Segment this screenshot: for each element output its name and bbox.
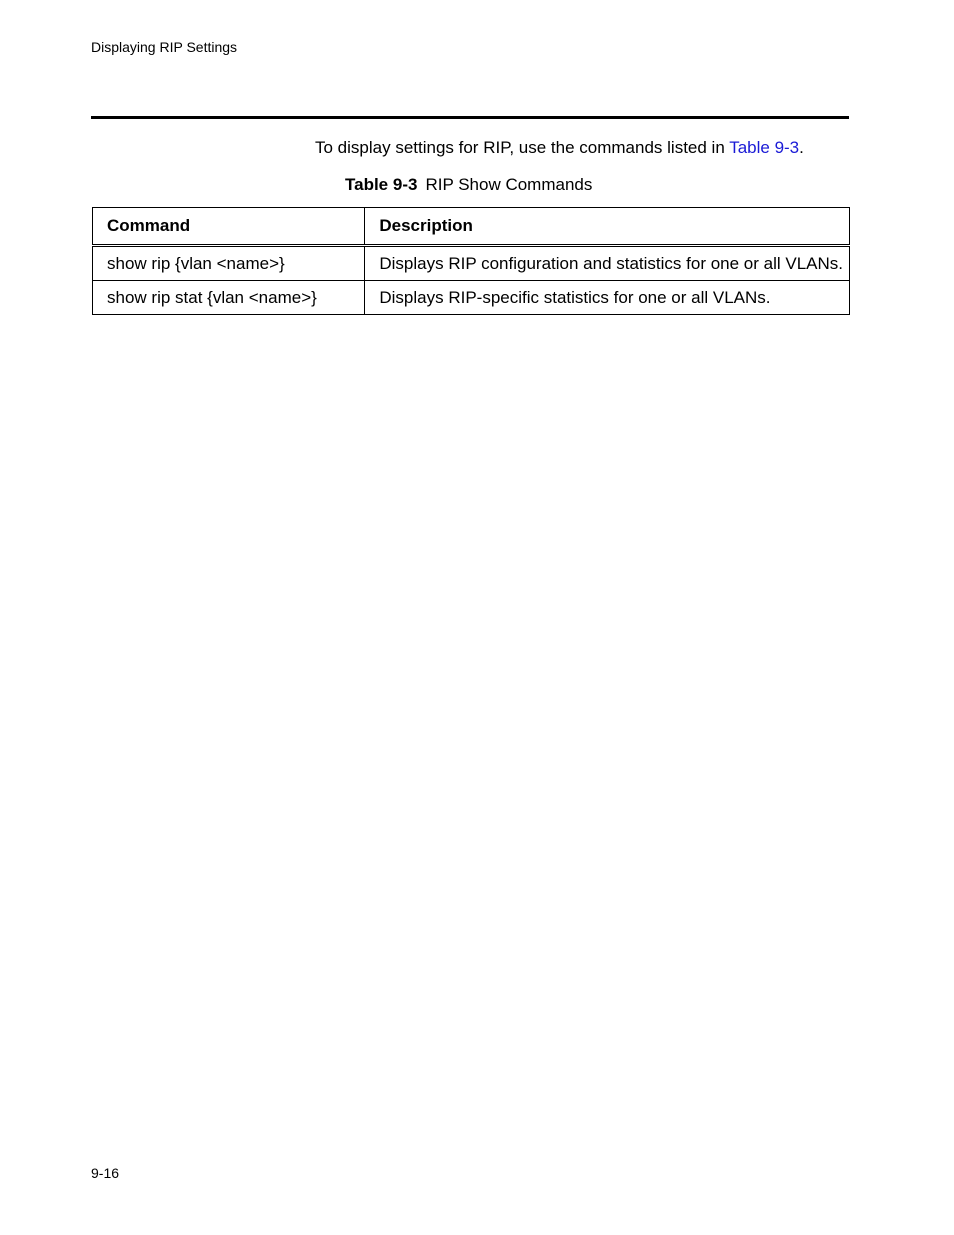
command-cell: show rip stat {vlan <name>}: [93, 281, 365, 315]
section-rule: [91, 116, 849, 119]
description-cell: Displays RIP-specific statistics for one or all VLANs.: [365, 281, 850, 315]
table-reference-link[interactable]: Table 9-3: [729, 138, 800, 157]
table-caption-title: RIP Show Commands: [425, 175, 593, 194]
header-command: Command: [93, 208, 365, 246]
table-header-row: [93, 208, 850, 246]
intro-period: .: [799, 138, 804, 157]
table-caption-number: Table 9-3: [345, 175, 418, 194]
table-row: [93, 281, 850, 315]
table-caption: [345, 174, 592, 196]
description-cell: Displays RIP configuration and statistics for one or all VLANs.: [365, 246, 850, 281]
intro-text: To display settings for RIP, use the commands listed in: [315, 138, 730, 157]
running-header: Displaying RIP Settings: [91, 39, 238, 55]
page-number: 9-16: [91, 1165, 120, 1181]
rip-show-commands-table: [92, 207, 850, 315]
command-cell: show rip {vlan <name>}: [93, 246, 365, 281]
intro-paragraph: [315, 137, 804, 159]
header-description: Description: [365, 208, 850, 246]
table-row: [93, 246, 850, 281]
